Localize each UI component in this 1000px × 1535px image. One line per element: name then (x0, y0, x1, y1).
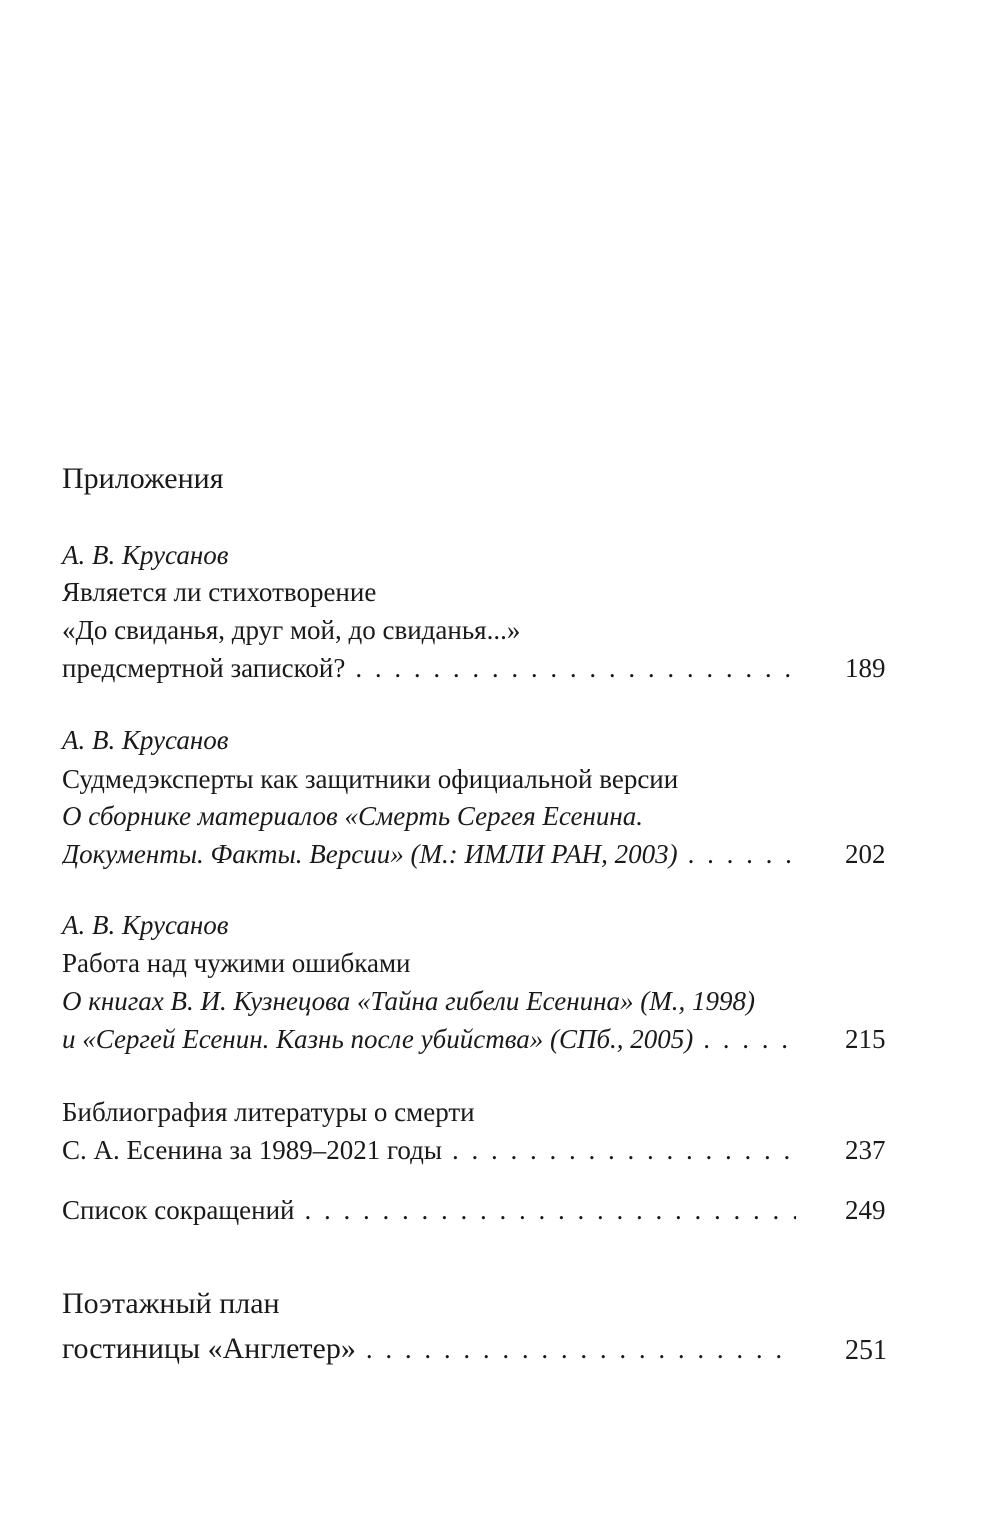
entry-subtitle-line: О сборнике материалов «Смерть Сергея Есенина. (62, 801, 644, 831)
entry-leader-line (62, 1022, 796, 1056)
dot-leader (294, 1193, 796, 1227)
entry-leader-line (62, 1193, 796, 1227)
entry-title-line: Библиография литературы о смерти (62, 1097, 475, 1127)
entry-subtitle-line: Документы. Факты. Версии» (М.: ИМЛИ РАН, 2003) (62, 839, 678, 869)
entry-leader-line (62, 651, 796, 685)
entry-title-line: предсмертной запиской? (62, 653, 346, 683)
page-number: 202 (845, 839, 886, 869)
page-number: 237 (845, 1135, 886, 1165)
page-number: 215 (845, 1024, 886, 1054)
page-number: 251 (845, 1335, 887, 1366)
dot-leader (442, 1133, 796, 1167)
dot-leader (356, 1332, 796, 1366)
entry-author: А. В. Крусанов (62, 725, 229, 755)
entry-title: Список сокращений (62, 1195, 295, 1225)
entry-title-line: «До свиданья, друг мой, до свиданья...» (62, 615, 521, 645)
entry-author: А. В. Крусанов (62, 910, 229, 940)
entry-leader-line (62, 1332, 796, 1366)
page-number: 189 (845, 653, 886, 683)
entry-subtitle-line: и «Сергей Есенин. Казнь после убийства» (СПб., 2005) (62, 1024, 694, 1054)
entry-leader-line (62, 1133, 796, 1167)
dot-leader (678, 837, 796, 871)
entry-title-line: Является ли стихотворение (62, 577, 377, 607)
entry-title-line: гостиницы «Англетер» (62, 1332, 356, 1365)
page-number: 249 (845, 1195, 886, 1225)
dot-leader (345, 651, 796, 685)
dot-leader (693, 1022, 796, 1056)
entry-leader-line (62, 837, 796, 871)
entry-title: Судмедэксперты как защитники официальной версии (62, 764, 679, 794)
entry-subtitle-line: О книгах В. И. Кузнецова «Тайна гибели Есенина» (М., 1998) (62, 986, 755, 1016)
appendices-heading: Приложения (62, 462, 224, 495)
entry-title-line: Поэтажный план (62, 1287, 280, 1320)
entry-title-line: С. А. Есенина за 1989–2021 годы (62, 1135, 443, 1165)
entry-author: А. В. Крусанов (62, 540, 229, 570)
entry-title: Работа над чужими ошибками (62, 948, 411, 978)
